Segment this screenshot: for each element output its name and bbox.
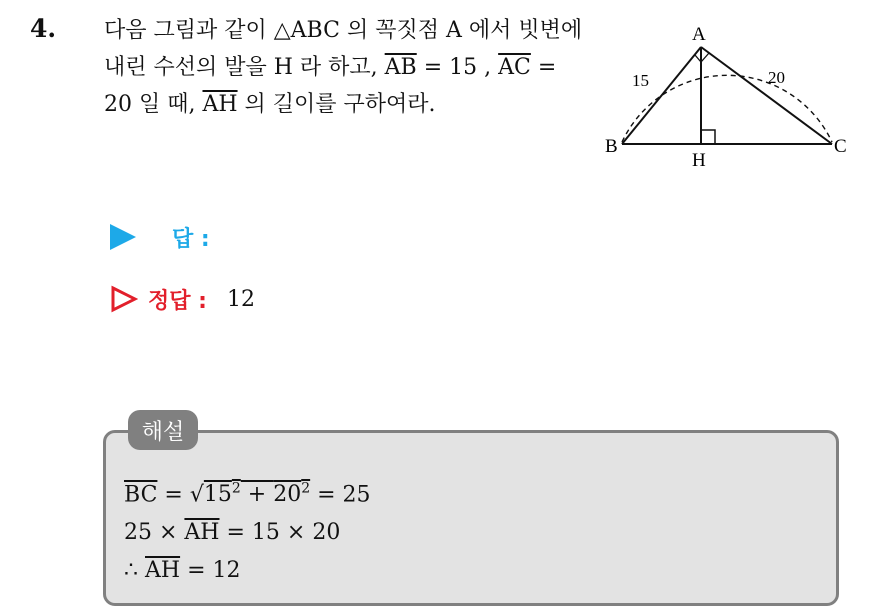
solution-tab: 해설 [128, 410, 198, 450]
outline-triangle-icon [110, 285, 138, 313]
solution-line-3 [124, 552, 371, 590]
overlined-segment: $\overline{AC}$ [498, 55, 531, 80]
correct-answer-value: 12 [226, 286, 255, 312]
right-angle-mark-h [701, 130, 715, 144]
term-15: 15 [203, 482, 232, 508]
square-root [190, 470, 310, 514]
exponent-b: 2 [301, 481, 311, 497]
side-ac [701, 47, 832, 144]
exponent-a: 2 [231, 481, 241, 497]
question-text-segment: 다음 그림과 같이 △ABC 의 꼭짓점 A 에서 빗변에 내린 수선의 발을 H 라 하고, [104, 18, 583, 80]
radical-sign: √ [189, 482, 204, 508]
line2-right: = 15 × 20 [219, 520, 341, 546]
result-25: = 25 [310, 482, 371, 508]
segment-ah: $\overline{AH}$ [184, 520, 220, 546]
label-c: C [834, 136, 847, 157]
line2-left: 25 × [124, 520, 185, 546]
overlined-segment: $\overline{AB}$ [384, 55, 417, 80]
question-text [104, 12, 586, 123]
correct-answer-label: 정답 : [148, 288, 207, 314]
label-b: B [605, 136, 618, 157]
therefore-symbol: ∴ [124, 558, 145, 584]
radicand [204, 482, 310, 507]
plus-sign: + [240, 482, 274, 508]
triangle-figure [598, 20, 860, 180]
equals-sign: = [157, 482, 190, 508]
question-text-segment: = 15 , [416, 55, 499, 80]
segment-bc: $\overline{BC}$ [124, 482, 158, 508]
overlined-segment: $\overline{AH}$ [202, 92, 238, 117]
question-number: 4. [30, 14, 57, 43]
solution-line-1 [124, 470, 371, 514]
label-a: A [692, 24, 706, 45]
circumcircle-arc [622, 75, 832, 142]
correct-answer-row [110, 282, 255, 316]
answer-label: 답 : [172, 226, 210, 252]
label-ab-length: 15 [632, 71, 649, 90]
line3-right: = 12 [180, 558, 241, 584]
solution-lines [124, 470, 371, 590]
solution-line-2 [124, 514, 371, 552]
side-ab [622, 47, 701, 144]
segment-ah: $\overline{AH}$ [145, 558, 181, 584]
answer-row [110, 220, 210, 254]
label-ac-length: 20 [768, 68, 785, 87]
label-h: H [692, 150, 706, 171]
term-20: 20 [273, 482, 302, 508]
question-text-segment: = 20 일 때, [104, 55, 557, 117]
play-triangle-icon [110, 224, 136, 250]
question-text-segment: 의 길이를 구하여라. [237, 92, 436, 117]
